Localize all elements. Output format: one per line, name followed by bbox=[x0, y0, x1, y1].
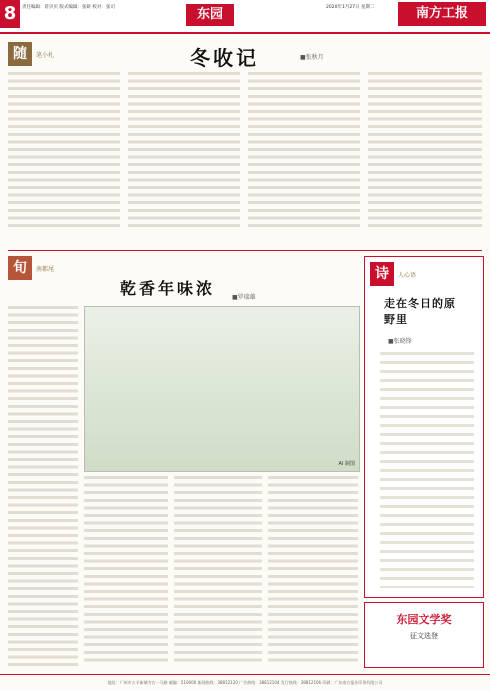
article-body-col4 bbox=[368, 72, 482, 230]
article-body-col1 bbox=[8, 306, 78, 666]
column-name: 南都尾 bbox=[36, 266, 55, 273]
literary-award-ad bbox=[364, 602, 484, 668]
article-title: 乾香年味浓 bbox=[120, 279, 216, 298]
column-name: 人心语 bbox=[398, 272, 417, 279]
ad-title: 东园文学奖 bbox=[396, 613, 452, 626]
article-author: ■张秋月 bbox=[300, 54, 324, 61]
column-tag-icon: 随 bbox=[8, 42, 32, 66]
article-body-col3 bbox=[174, 476, 262, 666]
editor-meta: 责任编辑：蒋贝贝 版式编辑：张研 校对：张司 bbox=[22, 5, 115, 10]
article-body-col1 bbox=[8, 72, 120, 230]
section-divider bbox=[8, 250, 482, 251]
article-author: ■罗瑞雄 bbox=[232, 294, 256, 301]
newspaper-brand: 南方工报 bbox=[398, 2, 486, 26]
article-body-col2 bbox=[128, 72, 240, 230]
poem-body bbox=[380, 352, 474, 588]
article-body-col2 bbox=[84, 476, 168, 666]
column-name: 笔小札 bbox=[36, 52, 55, 59]
poem-author: ■张晓锋 bbox=[388, 338, 412, 345]
article-body-col4 bbox=[268, 476, 358, 666]
page-number: 8 bbox=[0, 0, 20, 28]
illustration-image bbox=[84, 306, 360, 472]
article-body-col3 bbox=[248, 72, 360, 230]
section-badge: 东园 bbox=[186, 4, 234, 26]
image-caption: AI 制图 bbox=[338, 461, 355, 467]
article-title: 冬收记 bbox=[190, 46, 259, 70]
poem-title: 走在冬日的原野里 bbox=[384, 297, 456, 326]
column-tag-icon: 旬 bbox=[8, 256, 32, 280]
ad-subtitle: 征文选登 bbox=[410, 632, 438, 640]
page-footer: 地址：广州市五羊新城寺右一马路 邮编：510600 新闻热线：38812120 广告热线：38812104 发行热线：38812106 印刷：广东南方报业印务有限公司 bbox=[0, 674, 490, 691]
issue-date: 2020年1月27日 星期二 bbox=[326, 5, 375, 10]
column-tag-icon: 诗 bbox=[370, 262, 394, 286]
